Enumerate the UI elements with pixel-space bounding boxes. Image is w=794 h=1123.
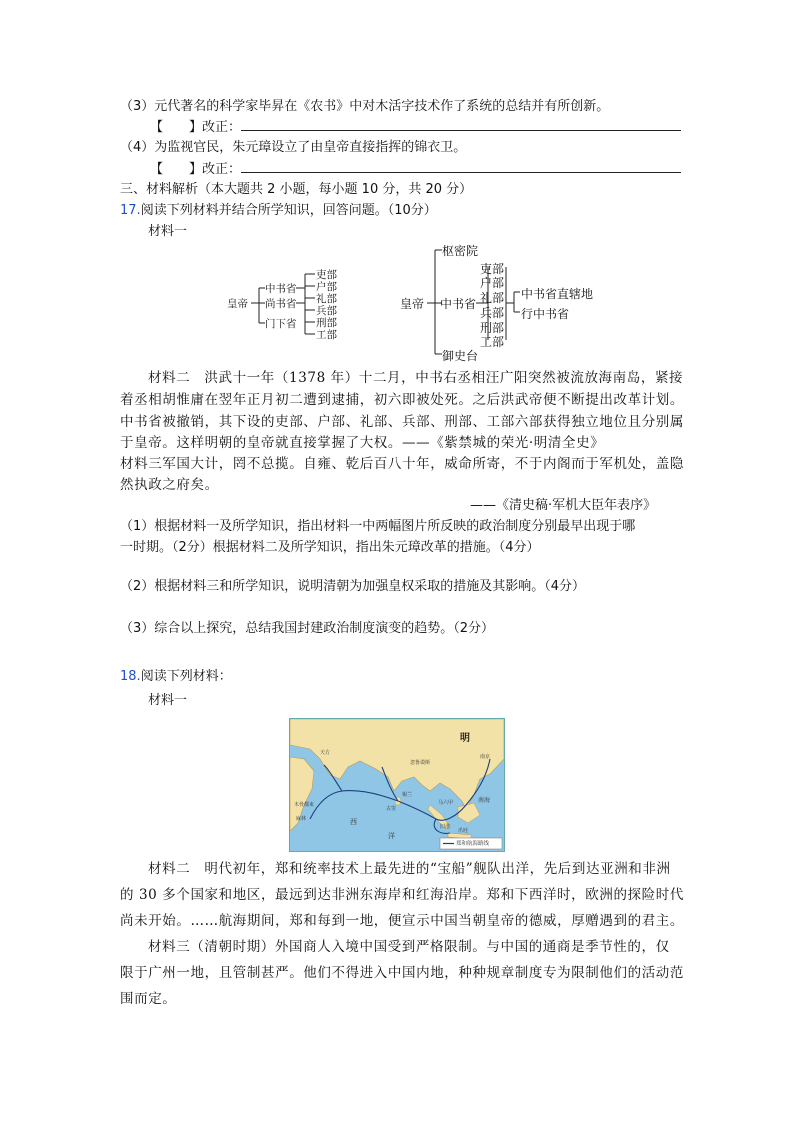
diagram2-connectors <box>400 240 620 365</box>
q3-bracket: 【 】改正： <box>150 120 242 135</box>
q17-material2-line: 于皇帝。这样明朝的皇帝就直接掌握了大权。——《紫禁城的荣光·明清全史》 <box>120 435 605 451</box>
q17-question-line: （2）根据材料三和所学知识，说明清朝为加强皇权采取的措施及其影响。（4分） <box>120 579 586 594</box>
q18-material3-line: 材料三（清朝时期）外国商人入境中国受到严格限制。与中国的通商是季节性的，仅 <box>148 939 670 955</box>
q18-material2-line: 材料二 明代初年，郑和统率技术上最先进的“宝船”舰队出洋，先后到达亚洲和非洲 <box>148 861 671 877</box>
q17-material3-line: 材料三军国大计，罔不总揽。自雍、乾后百八十年，威命所寄，不于内阁而于军机处，盖隐 <box>120 456 684 472</box>
q17-question-line: （1）根据材料一及所学知识，指出材料一中两幅图片所反映的政治制度分别最早出现于哪 <box>120 519 636 534</box>
q18-header <box>120 668 232 686</box>
map-label-nanjing: 南京 <box>480 754 491 760</box>
q18-material2-line: 尚未开始。……航海期间，郑和每到一地，便宣示中国当朝皇帝的德威，厚赠遇到的君主。 <box>120 913 684 929</box>
diagram1-ministry: 工部 <box>316 329 337 341</box>
q4-correction-row <box>150 160 681 179</box>
q4-bracket: 【 】改正： <box>150 162 242 177</box>
map-label-java: 爪哇 <box>458 828 469 834</box>
diagram-tang-three-provinces <box>225 262 355 342</box>
q18-material1-label: 材料一 <box>148 693 188 708</box>
map-label-west: 西 <box>350 818 357 826</box>
diagram2-ministry: 工部 <box>480 335 505 349</box>
diagram2-ministry: 吏部 <box>480 262 505 276</box>
q17-material3-source: ——《清史稿·军机大臣年表序》 <box>470 498 657 513</box>
diagram2-privy-council: 枢密院 <box>442 244 479 258</box>
q3-answer-blank[interactable] <box>241 118 681 131</box>
diagram1-province: 门下省 <box>265 318 297 330</box>
map-label-malindi: 麻林 <box>296 816 307 822</box>
diagram1-ministry: 吏部 <box>316 269 337 281</box>
map-label-south-sea: 南海 <box>478 797 491 804</box>
diagram1-province: 中书省 <box>265 283 297 295</box>
q17-material1-label: 材料一 <box>148 224 188 239</box>
diagram2-ministry: 户部 <box>480 276 505 290</box>
q17-header <box>120 202 437 220</box>
q3-text: （3）元代著名的科学家毕昇在《农书》中对木活字技术作了系统的总结并有所创新。 <box>120 99 610 114</box>
map-label-ceylon: 锡兰 <box>402 792 413 798</box>
diagram1-province: 尚书省 <box>265 298 297 310</box>
q17-material2-line: 着丞相胡惟庸在翌年正月初二遭到逮捕，初六即被处死。之后洪武帝便不断提出改革计划。 <box>120 392 684 408</box>
diagram1-emperor: 皇帝 <box>227 298 248 310</box>
q18-material2-line: 的 30 多个国家和地区，最远到达非洲东海岸和红海沿岸。郑和下西洋时，欧洲的探险时代 <box>120 887 684 903</box>
diagram2-ministry: 礼部 <box>480 291 505 305</box>
q4-text: （4）为监视官民，朱元璋设立了由皇帝直接指挥的锦衣卫。 <box>120 140 467 155</box>
map-label-mecca: 天方 <box>320 750 331 756</box>
diagram1-ministry: 礼部 <box>316 293 337 305</box>
q17-material2-line: 材料二 洪武十一年（1378 年）十二月，中书右丞相汪广阳突然被流放海南岛，紧接 <box>148 370 684 386</box>
map-label-hormuz: 忽鲁谟斯 <box>410 760 431 766</box>
q4-answer-blank[interactable] <box>241 160 681 173</box>
map-graphic <box>290 719 504 851</box>
diagram2-censorate: 御史台 <box>442 349 479 363</box>
diagram2-ministry: 刑部 <box>480 321 505 335</box>
q17-question-line: （3）综合以上探究，总结我国封建政治制度演变的趋势。（2分） <box>120 621 495 636</box>
map-label-palembang: 旧港 <box>440 824 451 830</box>
q17-material3-line: 然执政之府矣。 <box>120 477 219 493</box>
q17-intro: 阅读下列材料并结合所学知识，回答问题。（10分） <box>140 203 437 218</box>
zheng-he-voyage-map <box>289 718 505 852</box>
diagram1-ministry: 兵部 <box>316 305 337 317</box>
q18-intro: 阅读下列材料： <box>140 669 232 684</box>
diagram2-emperor: 皇帝 <box>400 297 425 311</box>
q3-correction-row <box>150 118 681 137</box>
q18-material3-line: 限于广州一地，且管制甚严。他们不得进入中国内地，种种规章制度专为限制他们的活动范 <box>120 965 684 981</box>
q17-number: 17. <box>120 203 141 218</box>
map-label-calicut: 古里 <box>386 806 397 812</box>
q17-question-line: 一时期。（2分）根据材料二及所学知识，指出朱元璋改革的措施。（4分） <box>120 540 540 555</box>
map-label-ming: 明 <box>460 733 470 744</box>
map-label-malacca: 马六甲 <box>438 800 454 806</box>
map-label-ocean: 洋 <box>388 832 395 840</box>
diagram2-secretariat: 中书省 <box>440 297 477 311</box>
map-label-mogadishu: 木骨都束 <box>294 802 315 808</box>
diagram-yuan-central-system <box>400 240 620 365</box>
q18-material3-line: 围而定。 <box>120 991 177 1007</box>
q18-number: 18. <box>120 669 141 684</box>
diagram1-ministry: 户部 <box>316 281 337 293</box>
section3-heading: 三、材料解析（本大题共 2 小题，每小题 10 分，共 20 分） <box>120 182 473 197</box>
diagram1-ministry: 刑部 <box>316 317 337 329</box>
map-legend-label: 郑和航海路线 <box>456 841 490 847</box>
diagram2-ministry: 兵部 <box>480 306 505 320</box>
diagram2-branch-secretariat: 行中书省 <box>521 307 570 321</box>
q17-material2-line: 中书省被撤销，其下设的吏部、户部、礼部、兵部、刑部、工部六部获得独立地位且分别属 <box>120 414 684 430</box>
diagram2-capital-region: 中书省直辖地 <box>521 287 594 301</box>
